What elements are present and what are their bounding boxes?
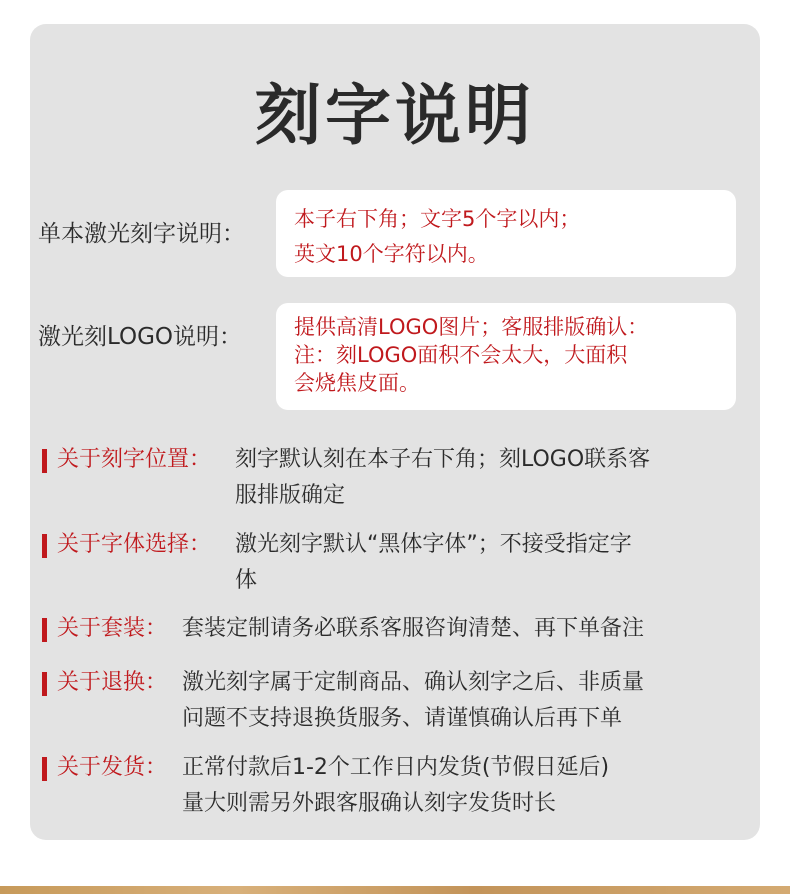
section-heading: 关于套装： — [57, 616, 168, 641]
section-marker — [42, 449, 47, 473]
section-heading: 关于字体选择： — [57, 532, 212, 557]
section-line: 激光刻字属于定制商品、确认刻字之后、非质量 — [182, 670, 645, 695]
section-heading: 关于刻字位置： — [57, 447, 212, 472]
section-line: 问题不支持退换货服务、请谨慎确认后再下单 — [182, 706, 623, 731]
section-line: 激光刻字默认“黑体字体”；不接受指定字 — [235, 532, 632, 557]
logo-engraving-note — [276, 303, 736, 410]
section-body — [182, 611, 644, 647]
logo-engraving-label: 激光刻LOGO说明： — [38, 324, 243, 350]
note-line: 本子右下角；文字5个字以内； — [294, 207, 581, 231]
section-line: 正常付款后1-2个工作日内发货(节假日延后) — [182, 755, 610, 780]
section-line: 体 — [235, 568, 258, 593]
note-line: 提供高清LOGO图片；客服排版确认： — [294, 315, 649, 339]
section-body — [235, 442, 650, 514]
page-title: 刻字说明 — [255, 77, 535, 154]
wood-strip — [0, 886, 790, 894]
section-marker — [42, 757, 47, 781]
section-heading: 关于发货： — [57, 755, 168, 780]
note-line: 注：刻LOGO面积不会太大，大面积 — [294, 343, 628, 367]
single-engraving-label: 单本激光刻字说明： — [38, 221, 245, 247]
section-marker — [42, 672, 47, 696]
section-body — [182, 750, 609, 822]
section-marker — [42, 618, 47, 642]
note-line: 英文10个字符以内。 — [294, 242, 489, 266]
single-engraving-note — [276, 190, 736, 277]
section-body — [182, 665, 644, 737]
engraving-info-card — [30, 24, 760, 840]
section-line: 套装定制请务必联系客服咨询清楚、再下单备注 — [182, 616, 645, 641]
note-line: 会烧焦皮面。 — [294, 371, 420, 395]
section-line: 刻字默认刻在本子右下角；刻LOGO联系客 — [235, 447, 651, 472]
section-heading: 关于退换： — [57, 670, 168, 695]
section-line: 量大则需另外跟客服确认刻字发货时长 — [182, 791, 557, 816]
section-body — [235, 527, 632, 599]
section-line: 服排版确定 — [235, 483, 346, 508]
section-marker — [42, 534, 47, 558]
